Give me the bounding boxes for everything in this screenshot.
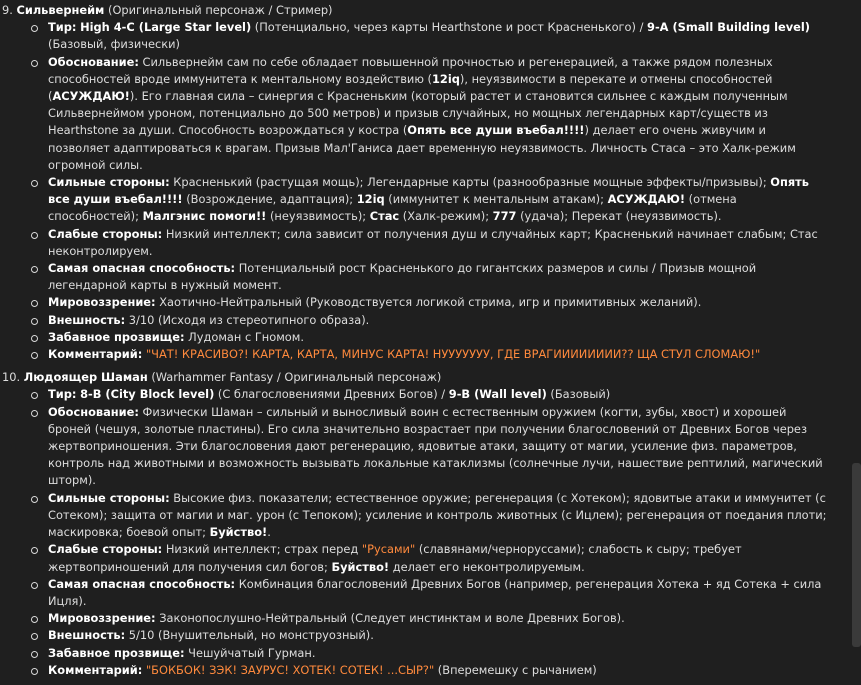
character-stats-list bbox=[0, 19, 849, 369]
stat-appearance: Внешность: 3/10 (Исходя из стереотипного образа). bbox=[48, 312, 849, 329]
character-stats-list bbox=[0, 386, 849, 684]
stat-tier: Тир: 8-B (City Block level) (С благословениями Древних Богов) / 9-B (Wall level) (Базовый) bbox=[48, 386, 849, 403]
character-name: Людоящер Шаман bbox=[23, 370, 148, 385]
item-number: 9. bbox=[2, 3, 13, 17]
stat-nickname: Забавное прозвище: Лудоман с Гномом. bbox=[48, 329, 849, 346]
stat-comment: Комментарий: "ЧАТ! КРАСИВО?! КАРТА, КАРТА, МИНУС КАРТА! НУУУУУУУ, ГДЕ ВРАГИИИИИИИИ?? ЩА СТУЛ СЛОМАЮ!" bbox=[48, 346, 849, 363]
stat-weaknesses: Слабые стороны: Низкий интеллект; сила зависит от получения душ и случайных карт; Красненький начинает слабым; Стас неконтролируем. bbox=[48, 226, 849, 260]
stat-alignment: Мировоззрение: Законопослушно-Нейтральный (Следует инстинктам и воле Древних Богов). bbox=[48, 610, 849, 627]
stat-justification: Обоснование: Сильвернейм сам по себе обладает повышенной прочностью и регенерацией, а также рядом полезных способностей вроде иммунитета к ментальному воздействию (12iq), неуязвимости в перекате и отмены способностей (АСУЖДАЮ!). Его главная сила – синергия с Красненьким (который растет и становится сильнее с каждым полученным Сильвернеймом уроном, потенциально до 500 метров) и призыв случайных, но мощных легендарных карт/существ из Hearthstone за души. Способность возрождаться у костра (Опять все души въебал!!!!) делает его очень живучим и позволяет адаптироваться к врагам. Призыв Мал'Ганиса дает временную неуязвимость. Личность Стаса – это Халк-режим огромной силы. bbox=[48, 54, 849, 174]
character-source: (Оригинальный персонаж / Стример) bbox=[108, 3, 333, 17]
stat-strengths: Сильные стороны: Высокие физ. показатели; естественное оружие; регенерация (с Хотеком); ядовитые атаки и иммунитет (с Сотеком); защита от магии и маг. урон (с Тепоком); усиление и контроль животных (с Ицлем); регенерация от поедания плоти; маскировка; боевой опыт; Буйство!. bbox=[48, 490, 849, 542]
stat-most-dangerous-ability: Самая опасная способность: Потенциальный рост Красненького до гигантских размеров и силы / Призыв мощной легендарной карты в нужный момент. bbox=[48, 260, 849, 294]
character-heading bbox=[0, 2, 849, 19]
item-number: 10. bbox=[2, 370, 21, 385]
stat-most-dangerous-ability: Самая опасная способность: Комбинация благословений Древних Богов (например, регенерация Хотека + яд Сотека + сила Ицля). bbox=[48, 576, 849, 610]
scrollbar-thumb[interactable] bbox=[852, 463, 861, 647]
stat-comment: Комментарий: "БОКБОК! ЗЭК! ЗАУРУС! ХОТЕК! СОТЕК! ...СЫР?" (Вперемешку с рычанием) bbox=[48, 662, 849, 679]
stat-tier: Тир: High 4-C (Large Star level) (Потенциально, через карты Hearthstone и рост Красненького) / 9-A (Small Building level) (Базовый, физически) bbox=[48, 19, 849, 53]
character-name: Сильвернейм bbox=[16, 3, 105, 17]
stat-strengths: Сильные стороны: Красненький (растущая мощь); Легендарные карты (разнообразные мощные эффекты/призывы); Опять все души въебал!!!! (Возрождение, адаптация); 12iq (иммунитет к ментальным атакам); АСУЖДАЮ! (отмена способностей); Малгэнис помоги!! (неуязвимость); Стас (Халк-режим); 777 (удача); Перекат (неуязвимость). bbox=[48, 174, 849, 226]
character-heading bbox=[0, 369, 849, 386]
stat-appearance: Внешность: 5/10 (Внушительный, но монструозный). bbox=[48, 627, 849, 644]
chat-message bbox=[0, 2, 849, 685]
stat-nickname: Забавное прозвище: Чешуйчатый Гурман. bbox=[48, 645, 849, 662]
stat-justification: Обоснование: Физически Шаман – сильный и выносливый воин с естественным оружием (когти, зубы, хвост) и хорошей броней (чешуя, золотые пластины). Его сила значительно возрастает при получении благословений от Древних Богов через жертвоприношения. Эти благословения дают регенерацию, ядовитые атаки, защиту от магии, усиление физ. параметров, контроль над животными и возможность вызывать локальные катаклизмы (солнечные лучи, нашествие рептилий, магический шторм). bbox=[48, 404, 849, 490]
stat-alignment: Мировоззрение: Хаотично-Нейтральный (Руководствуется логикой стрима, игр и примитивных желаний). bbox=[48, 294, 849, 311]
character-source: (Warhammer Fantasy / Оригинальный персонаж) bbox=[151, 370, 442, 385]
stat-weaknesses: Слабые стороны: Низкий интеллект; страх перед "Русами" (славянами/черноруссами); слабость к сыру; требует жертвоприношений для получения сил богов; Буйство! делает его неконтролируемым. bbox=[48, 541, 849, 575]
